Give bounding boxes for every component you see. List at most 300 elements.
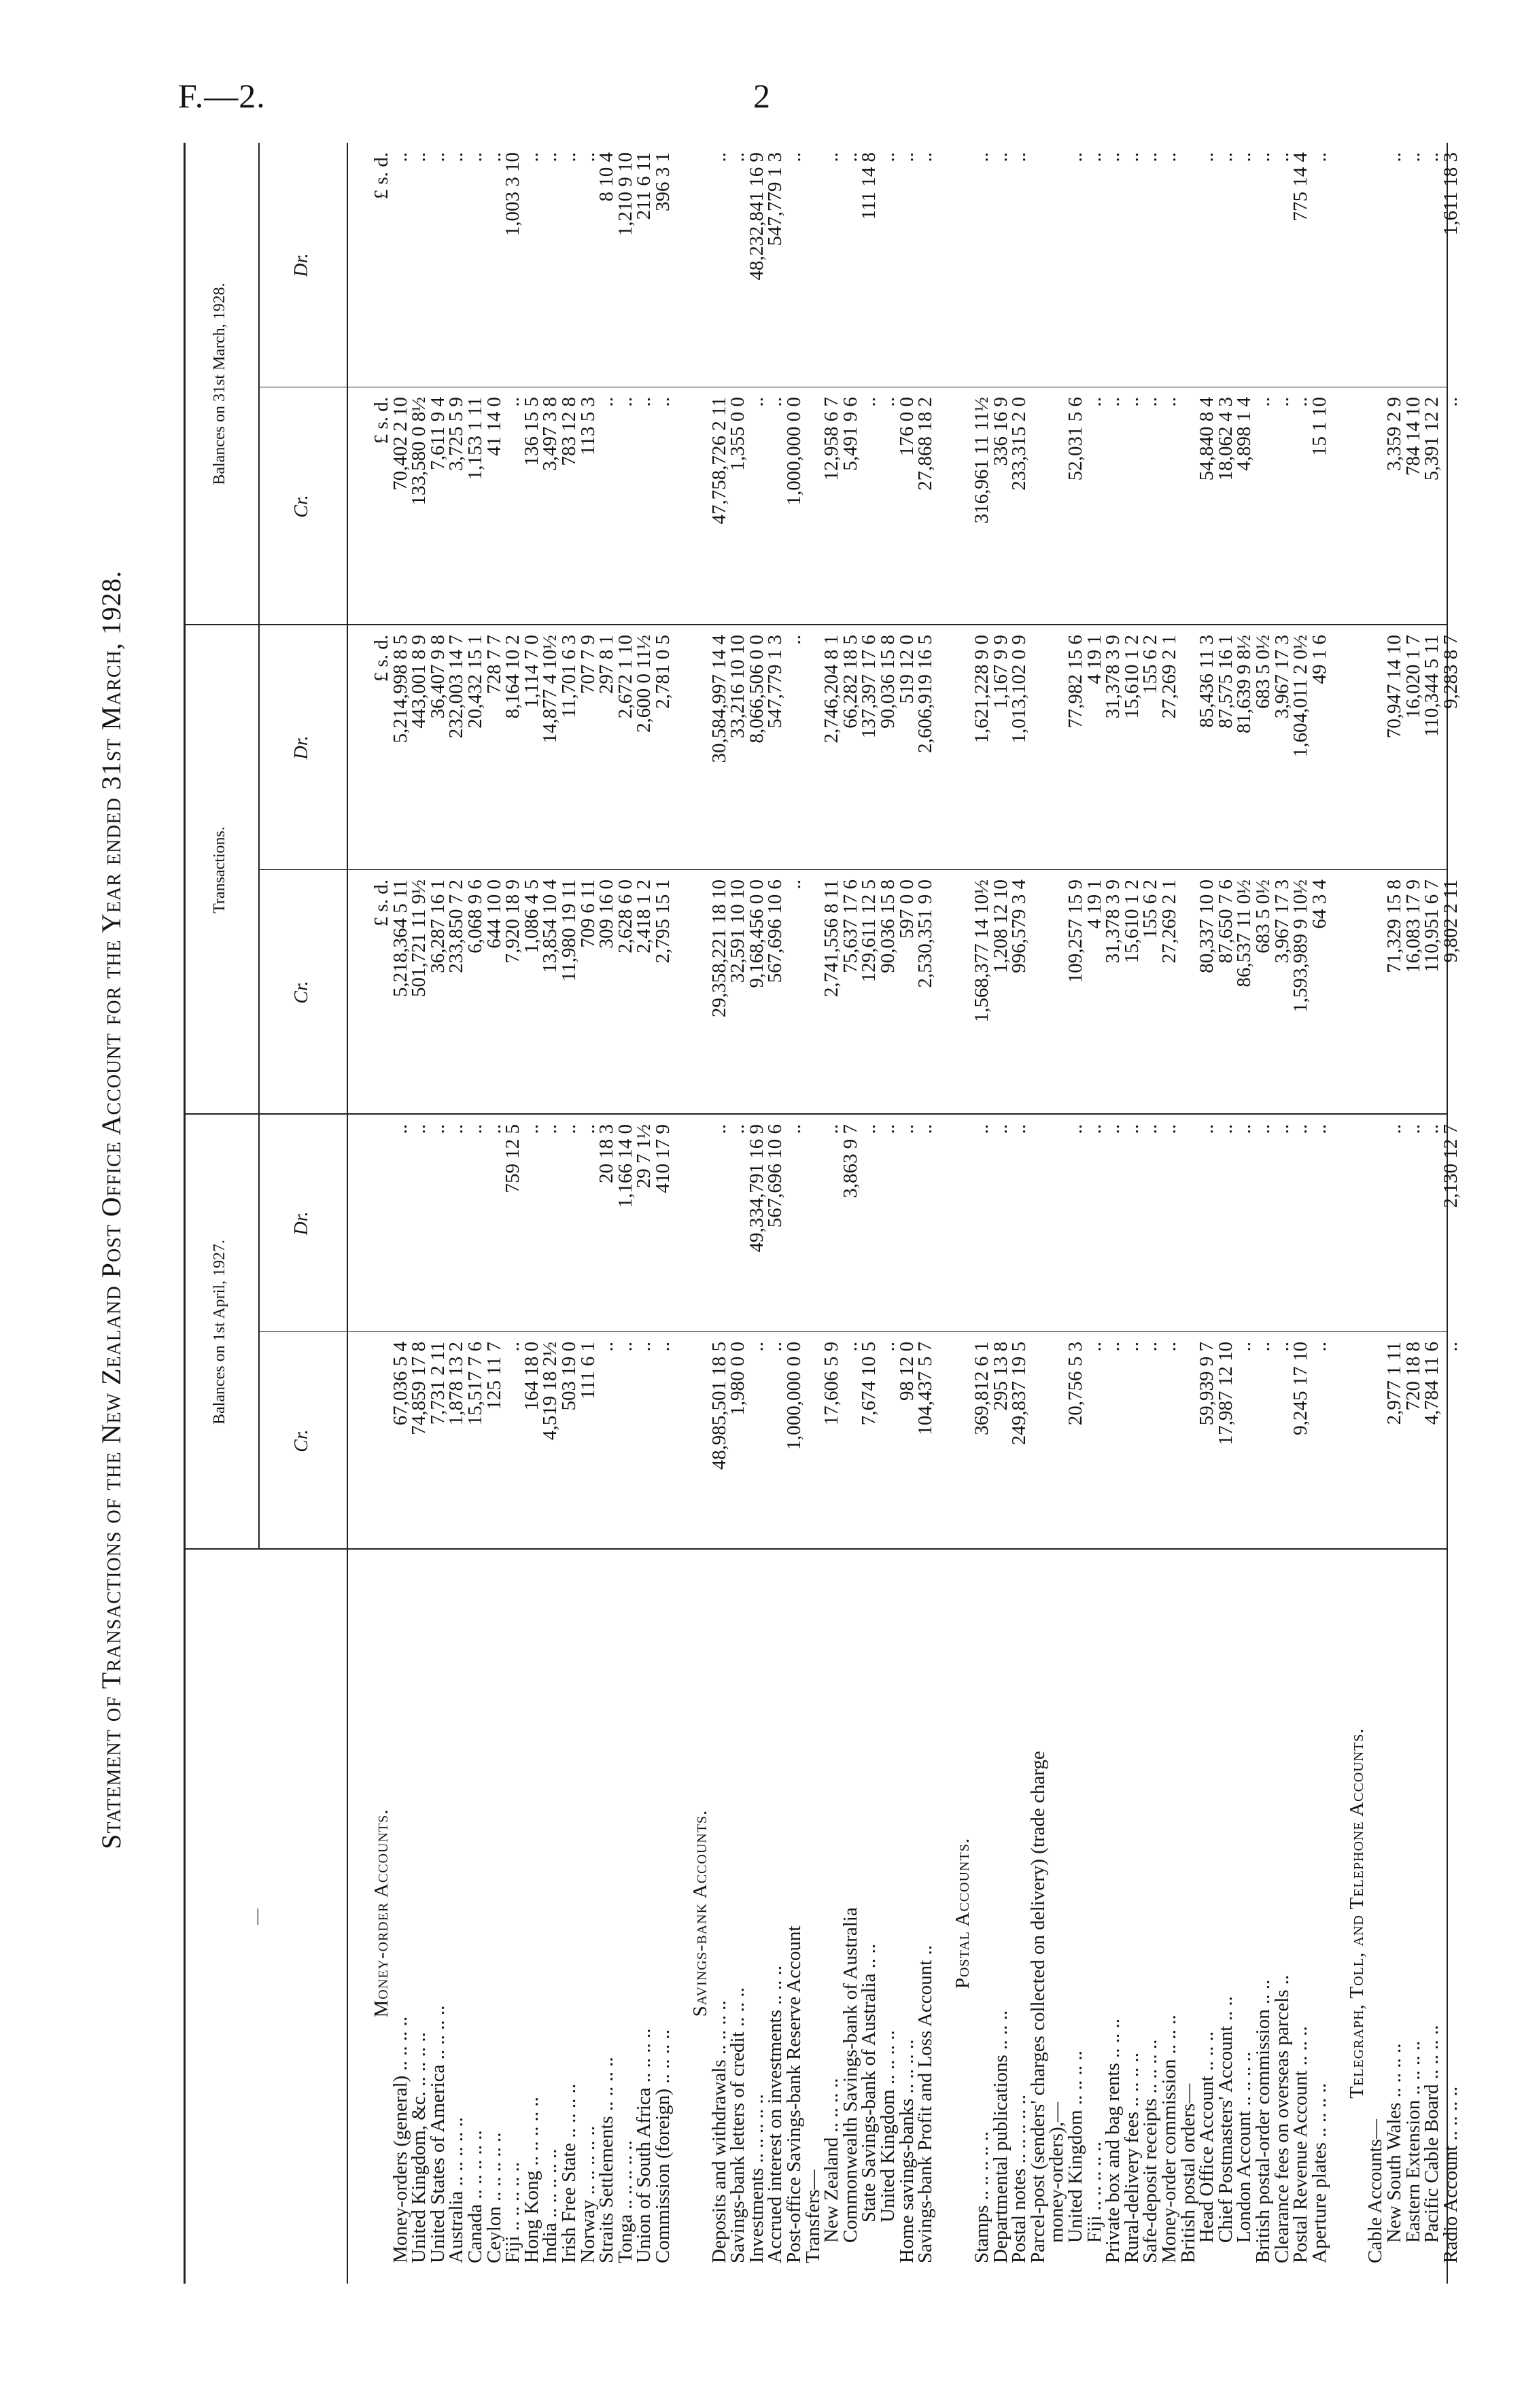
transactions-dr-cell <box>1329 635 1348 863</box>
opening-cr-cell <box>373 1342 392 1543</box>
opening-cr-cell <box>954 1342 973 1543</box>
opening-cr-cell: .. <box>1439 1342 1462 1352</box>
closing-dr-cell: 396 3 1 <box>651 152 674 211</box>
closing-cr-cell: 5,491 9 6 <box>839 397 861 471</box>
account-label: Transfers— <box>801 2169 824 2263</box>
opening-cr-cell: .. <box>614 1342 636 1352</box>
transactions-dr-cell: 9,283 8 7 <box>1439 635 1462 709</box>
closing-dr-cell: .. <box>914 152 937 162</box>
opening-cr-cell: .. <box>764 1342 786 1352</box>
account-label: Clearance fees on overseas parcels .. <box>1270 1974 1293 2263</box>
closing-cr-cell: .. <box>1251 397 1274 407</box>
transactions-cr-cell: 996,579 3 4 <box>1008 879 1031 973</box>
opening-cr-cell <box>1029 1342 1048 1543</box>
closing-cr-cell <box>954 397 973 618</box>
closing-cr-cell: 784 14 10 <box>1402 397 1424 476</box>
transactions-dr-cell: 49 1 6 <box>1308 635 1330 684</box>
opening-cr-cell: 1,000,000 0 0 <box>783 1342 806 1450</box>
section-heading: Telegraph, Toll, and Telephone Accounts. <box>1345 1728 1368 2099</box>
closing-cr-cell: 7,611 9 4 <box>426 397 449 470</box>
closing-dr-cell: 48,232,841 16 9 <box>745 152 767 281</box>
transactions-dr-cell <box>1366 635 1385 863</box>
opening-cr-cell: .. <box>745 1342 767 1352</box>
transactions-dr-cell: 2,746,204 8 1 <box>820 635 843 744</box>
opening-dr-cell: .. <box>1158 1124 1180 1134</box>
closing-cr-cell: 1,355 0 0 <box>727 397 749 471</box>
opening-dr-cell: .. <box>464 1124 486 1134</box>
closing-cr-cell: .. <box>764 397 786 407</box>
account-label: Investments .. .. .. .. .. <box>745 2094 767 2263</box>
opening-dr-cell: .. <box>914 1124 937 1134</box>
closing-cr-cell: .. <box>502 397 524 407</box>
transactions-dr-cell <box>1179 635 1198 863</box>
opening-dr-cell: .. <box>877 1124 899 1134</box>
account-label: Money-orders (general) .. .. .. .. <box>389 2016 411 2263</box>
transactions-dr-cell <box>1029 635 1048 863</box>
closing-dr-cell: .. <box>408 152 430 162</box>
closing-dr-cell: .. <box>1158 152 1180 162</box>
opening-cr-cell: 15,517 7 6 <box>464 1342 486 1426</box>
closing-dr-cell: .. <box>1402 152 1424 162</box>
transactions-cr-cell: 9,802 2 11 <box>1439 879 1462 963</box>
account-label: Postal notes .. .. .. .. .. <box>1008 2094 1031 2263</box>
account-label: Commission (foreign) .. .. .. .. <box>651 2029 674 2263</box>
account-label: Eastern Extension .. .. .. .. <box>1402 2040 1424 2243</box>
opening-dr-cell <box>691 1124 710 1325</box>
closing-dr-cell <box>1048 152 1067 381</box>
transactions-cr-cell: 683 5 0½ <box>1251 879 1274 954</box>
closing-cr-cell: .. <box>595 397 618 407</box>
closing-cr-cell: 27,868 18 2 <box>914 397 937 491</box>
closing-dr-cell: .. <box>464 152 486 162</box>
closing-dr-cell: 775 14 4 <box>1290 152 1312 222</box>
transactions-cr-cell: 87,650 7 6 <box>1214 879 1237 964</box>
closing-dr-cell <box>1029 152 1048 381</box>
transactions-dr-cell: 728 7 7 <box>483 635 505 694</box>
opening-cr-cell: 98 12 0 <box>895 1342 918 1401</box>
opening-dr-cell: .. <box>1251 1124 1274 1134</box>
transactions-cr-cell: £ s. d. <box>370 879 392 927</box>
transactions-cr-column <box>370 879 1462 1108</box>
closing-dr-cell: .. <box>1233 152 1256 162</box>
transactions-dr-cell: 2,672 1 10 <box>614 635 636 719</box>
opening-cr-cell: 17,606 5 9 <box>820 1342 843 1426</box>
account-label: Australia .. .. .. .. .. <box>445 2116 468 2263</box>
transactions-cr-cell: 16,083 17 9 <box>1402 879 1424 973</box>
closing-cr-cell: 3,359 2 9 <box>1383 397 1406 471</box>
account-label: Tonga .. .. .. .. .. <box>614 2140 636 2263</box>
transactions-dr-column <box>370 635 1462 863</box>
transactions-cr-cell <box>954 879 973 1108</box>
transactions-cr-cell: 7,920 18 9 <box>502 879 524 964</box>
transactions-dr-cell: 137,397 17 6 <box>858 635 880 739</box>
account-label: Postal Revenue Account .. .. .. <box>1290 2026 1312 2263</box>
transactions-dr-cell: 1,167 9 9 <box>989 635 1011 709</box>
divider-g1 <box>184 1113 1448 1115</box>
closing-cr-cell: £ s. d. <box>370 397 392 444</box>
closing-dr-cell: .. <box>1383 152 1406 162</box>
account-label: India .. .. .. .. .. <box>539 2148 561 2263</box>
transactions-dr-cell: 2,781 0 5 <box>651 635 674 709</box>
closing-dr-cell: .. <box>1214 152 1237 162</box>
account-label: Irish Free State .. .. .. .. <box>557 2083 580 2263</box>
opening-cr-cell: 9,245 17 10 <box>1290 1342 1312 1435</box>
closing-dr-cell: .. <box>389 152 411 162</box>
transactions-dr-cell: 31,378 3 9 <box>1102 635 1124 719</box>
opening-cr-cell: 720 18 8 <box>1402 1342 1424 1411</box>
transactions-dr-cell: 683 5 0½ <box>1251 635 1274 709</box>
transactions-cr-cell: 3,967 17 3 <box>1270 879 1293 964</box>
transactions-cr-cell: 64 3 4 <box>1308 879 1330 929</box>
account-label: Parcel-post (senders' charges collected on delivery) (trade charge <box>1026 1751 1049 2263</box>
transactions-cr-cell: 1,208 12 10 <box>989 879 1011 973</box>
account-label: Head Office Account .. .. .. <box>1196 2031 1218 2243</box>
transactions-dr-cell: 547,779 1 3 <box>764 635 786 729</box>
closing-dr-cell: .. <box>820 152 843 162</box>
closing-cr-cell: 5,391 12 2 <box>1421 397 1443 481</box>
account-label: Fiji .. .. .. .. .. <box>1083 2141 1105 2243</box>
closing-dr-cell: .. <box>1008 152 1031 162</box>
transactions-dr-cell: 443,001 8 9 <box>408 635 430 729</box>
opening-dr-cell <box>1048 1124 1067 1325</box>
transactions-dr-cell: 3,967 17 3 <box>1270 635 1293 719</box>
opening-dr-cell: 2,130 12 7 <box>1439 1124 1462 1208</box>
opening-dr-cell: .. <box>971 1124 992 1134</box>
transactions-dr-cell: 1,604,011 2 0½ <box>1290 635 1312 758</box>
transactions-dr-cell: 8,164 10 2 <box>502 635 524 719</box>
account-label: Deposits and withdrawals .. .. .. .. <box>708 2000 730 2263</box>
account-label: Hong Kong .. .. .. .. .. <box>520 2097 542 2263</box>
opening-dr-cell: .. <box>820 1124 843 1134</box>
account-label: money-orders),— <box>1045 2102 1068 2243</box>
closing-cr-cell: 4,898 1 4 <box>1233 397 1256 471</box>
account-label: Fiji .. .. .. .. .. <box>502 2161 524 2263</box>
opening-dr-cell <box>1029 1124 1048 1325</box>
section-heading: Savings-bank Accounts. <box>689 1809 712 2017</box>
opening-dr-cell: .. <box>1120 1124 1143 1134</box>
closing-cr-cell: .. <box>614 397 636 407</box>
transactions-cr-cell <box>1366 879 1385 1108</box>
opening-dr-cell: .. <box>408 1124 430 1134</box>
closing-dr-header: Dr. <box>291 253 312 277</box>
opening-dr-cell: .. <box>858 1124 880 1134</box>
opening-dr-cell: .. <box>989 1124 1011 1134</box>
closing-cr-cell: 336 16 9 <box>989 397 1011 466</box>
account-label: New South Wales .. .. .. .. <box>1383 2043 1406 2243</box>
opening-dr-cell: .. <box>557 1124 580 1134</box>
transactions-cr-cell: 71,329 15 8 <box>1383 879 1406 973</box>
divider-g2 <box>184 624 1448 625</box>
opening-dr-cell: .. <box>1064 1124 1086 1134</box>
closing-dr-cell: .. <box>445 152 468 162</box>
statement-title: Statement of Transactions of the New Zealand Post Office Account for the Year ended 31st March, 1928. <box>96 570 126 1849</box>
transactions-dr-cell: 519 12 0 <box>895 635 918 704</box>
transactions-cr-cell: 5,218,364 5 11 <box>389 879 411 997</box>
opening-cr-cell: 104,437 5 7 <box>914 1342 937 1435</box>
opening-dr-cell <box>935 1124 954 1325</box>
transactions-dr-cell: £ s. d. <box>370 635 392 682</box>
group-header-opening: Balances on 1st April, 1927. <box>211 1240 228 1425</box>
opening-cr-cell: .. <box>1233 1342 1256 1352</box>
account-label: Aperture plates .. .. .. .. <box>1308 2083 1330 2263</box>
closing-cr-cell <box>1048 397 1067 618</box>
opening-cr-cell <box>1366 1342 1385 1543</box>
account-label: Rural-delivery fees .. .. .. .. <box>1120 2052 1143 2263</box>
transactions-cr-cell: 36,287 16 1 <box>426 879 449 973</box>
table-frame <box>184 143 1462 2284</box>
transactions-dr-cell: 77,982 15 6 <box>1064 635 1086 729</box>
opening-cr-cell: .. <box>1251 1342 1274 1352</box>
opening-dr-cell: .. <box>895 1124 918 1134</box>
transactions-cr-cell: 501,721 11 9½ <box>408 879 430 997</box>
opening-cr-cell: .. <box>651 1342 674 1352</box>
transactions-cr-cell: .. <box>783 879 806 890</box>
opening-dr-cell: .. <box>520 1124 542 1134</box>
account-label: New Zealand .. .. .. .. <box>820 2078 843 2243</box>
transactions-dr-cell: 70,947 14 10 <box>1383 635 1406 739</box>
transactions-dr-cell <box>804 635 823 863</box>
account-label: Money-order commission .. .. .. <box>1158 2014 1180 2263</box>
transactions-dr-cell: 8,066,506 0 0 <box>745 635 767 744</box>
transactions-dr-cell: 87,575 16 1 <box>1214 635 1237 729</box>
account-label: British postal orders— <box>1177 2083 1199 2263</box>
closing-dr-cell: 1,003 3 10 <box>502 152 524 237</box>
transactions-cr-cell: 27,269 2 1 <box>1158 879 1180 964</box>
closing-dr-cell <box>804 152 823 381</box>
closing-cr-cell: 18,062 4 3 <box>1214 397 1237 481</box>
group-header-closing: Balances on 31st March, 1928. <box>211 283 228 485</box>
account-label-column <box>370 1563 1462 2263</box>
closing-dr-cell <box>1366 152 1385 381</box>
opening-dr-cell: .. <box>1402 1124 1424 1134</box>
transactions-cr-cell <box>1048 879 1067 1108</box>
closing-dr-cell: .. <box>576 152 599 162</box>
closing-dr-cell: .. <box>877 152 899 162</box>
transactions-cr-cell: 2,418 1 2 <box>633 879 655 954</box>
opening-dr-cell: .. <box>1214 1124 1237 1134</box>
closing-cr-cell: .. <box>858 397 880 407</box>
closing-dr-cell: .. <box>1102 152 1124 162</box>
transactions-cr-cell: 31,378 3 9 <box>1102 879 1124 964</box>
transactions-dr-cell: 81,639 9 8½ <box>1233 635 1256 733</box>
account-label: Norway .. .. .. .. .. <box>576 2125 599 2263</box>
opening-dr-cell: .. <box>1139 1124 1162 1134</box>
transactions-dr-cell <box>935 635 954 863</box>
account-label: Departmental publications .. .. .. <box>989 2010 1011 2263</box>
opening-cr-cell: 48,985,501 18 5 <box>708 1342 730 1470</box>
transactions-dr-cell: 1,013,102 0 9 <box>1008 635 1031 744</box>
transactions-cr-cell <box>1348 879 1367 1108</box>
opening-dr-cell: 49,334,791 16 9 <box>745 1124 767 1253</box>
transactions-cr-cell: 709 6 11 <box>576 879 599 948</box>
account-label: Savings-bank Profit and Loss Account .. <box>914 1945 937 2263</box>
account-label: Chief Postmasters' Account .. .. <box>1214 1996 1237 2243</box>
transactions-dr-cell: 66,282 18 5 <box>839 635 861 729</box>
transactions-cr-cell <box>673 879 692 1108</box>
closing-dr-cell: .. <box>1308 152 1330 162</box>
opening-cr-cell: .. <box>1083 1342 1105 1352</box>
closing-dr-cell <box>954 152 973 381</box>
account-label <box>1329 1563 1348 2263</box>
opening-cr-cell: .. <box>633 1342 655 1352</box>
transactions-cr-cell: 644 10 0 <box>483 879 505 949</box>
account-label: Safe-deposit receipts .. .. .. .. <box>1139 2039 1162 2263</box>
page-reference: F.—2. <box>178 77 266 115</box>
opening-dr-cell: .. <box>1308 1124 1330 1134</box>
transactions-cr-cell: 2,795 15 1 <box>651 879 674 964</box>
divider-c2 <box>260 869 1448 870</box>
closing-cr-cell: .. <box>651 397 674 407</box>
divider-c1 <box>260 1331 1448 1332</box>
opening-dr-column <box>373 1124 1460 1325</box>
opening-cr-cell: .. <box>1270 1342 1293 1352</box>
account-label: State Savings-bank of Australia .. .. <box>858 1944 880 2222</box>
closing-cr-cell: .. <box>1102 397 1124 407</box>
transactions-dr-header: Dr. <box>291 735 312 760</box>
closing-dr-cell <box>1348 152 1367 381</box>
opening-dr-cell <box>804 1124 823 1325</box>
closing-dr-cell: .. <box>971 152 992 162</box>
closing-cr-cell: .. <box>745 397 767 407</box>
closing-cr-cell: 133,580 0 8½ <box>408 397 430 506</box>
closing-cr-cell: .. <box>1120 397 1143 407</box>
opening-cr-cell: 7,674 10 5 <box>858 1342 880 1426</box>
divider-labels <box>184 1548 1448 1550</box>
closing-dr-cell: .. <box>727 152 749 162</box>
closing-dr-cell: .. <box>839 152 861 162</box>
closing-dr-cell <box>935 152 954 381</box>
label-column-dash: — <box>248 1908 266 1925</box>
account-label: Ceylon .. .. .. .. .. <box>483 2132 505 2263</box>
closing-dr-cell: .. <box>520 152 542 162</box>
transactions-cr-cell: 1,593,989 9 10½ <box>1290 879 1312 1013</box>
opening-cr-cell <box>804 1342 823 1543</box>
opening-dr-cell <box>673 1124 692 1325</box>
transactions-cr-cell: 567,696 10 6 <box>764 879 786 983</box>
transactions-cr-cell: 15,610 1 2 <box>1120 879 1143 964</box>
opening-dr-cell: .. <box>539 1124 561 1134</box>
closing-dr-cell: .. <box>426 152 449 162</box>
opening-cr-cell: .. <box>595 1342 618 1352</box>
account-label: United States of America .. .. .. .. <box>426 2005 449 2263</box>
closing-cr-cell <box>1348 397 1367 618</box>
closing-cr-cell: 47,758,726 2 11 <box>708 397 730 525</box>
closing-cr-cell <box>1029 397 1048 618</box>
transactions-dr-cell: 14,877 4 10½ <box>539 635 561 744</box>
closing-dr-column <box>370 152 1462 381</box>
opening-dr-cell <box>373 1124 392 1325</box>
closing-dr-cell: .. <box>1083 152 1105 162</box>
closing-cr-cell: 113 5 3 <box>576 397 599 455</box>
transactions-dr-cell: 2,606,919 16 5 <box>914 635 937 753</box>
closing-cr-cell: .. <box>633 397 655 407</box>
closing-cr-cell: .. <box>1290 397 1312 407</box>
opening-cr-cell: 503 19 0 <box>557 1342 580 1411</box>
transactions-dr-cell: 707 7 9 <box>576 635 599 694</box>
opening-cr-cell: 2,977 1 11 <box>1383 1342 1406 1425</box>
account-label: Stamps .. .. .. .. .. <box>971 2131 992 2263</box>
opening-dr-cell: .. <box>1196 1124 1218 1134</box>
transactions-cr-cell: 155 6 2 <box>1139 879 1162 939</box>
opening-cr-column <box>373 1342 1460 1543</box>
closing-dr-cell: 111 14 8 <box>858 152 880 220</box>
closing-dr-cell <box>1329 152 1348 381</box>
closing-cr-cell: 70,402 2 10 <box>389 397 411 491</box>
closing-dr-cell: 211 6 11 <box>633 152 655 220</box>
opening-dr-cell: .. <box>1270 1124 1293 1134</box>
account-label <box>935 1563 954 2263</box>
closing-cr-cell: 233,315 2 0 <box>1008 397 1031 491</box>
closing-cr-header: Cr. <box>291 495 312 518</box>
account-label: Straits Settlements .. .. .. .. <box>595 2057 618 2263</box>
transactions-dr-cell: 110,344 5 11 <box>1421 635 1443 737</box>
closing-cr-column <box>370 397 1462 618</box>
transactions-dr-cell <box>1348 635 1367 863</box>
opening-cr-cell: 369,812 6 1 <box>971 1342 992 1435</box>
opening-cr-cell: 4,519 18 2½ <box>539 1342 561 1440</box>
transactions-dr-cell: 27,269 2 1 <box>1158 635 1180 719</box>
closing-cr-cell <box>1179 397 1198 618</box>
transactions-dr-cell: 85,436 11 3 <box>1196 635 1218 728</box>
transactions-dr-cell: 2,600 0 11½ <box>633 635 655 733</box>
account-label <box>673 1563 692 2263</box>
group-header-transactions: Transactions. <box>211 826 228 913</box>
transactions-dr-cell: 4 19 1 <box>1083 635 1105 684</box>
opening-cr-cell: 74,859 17 8 <box>408 1342 430 1435</box>
closing-dr-cell: .. <box>483 152 505 162</box>
transactions-cr-cell: 2,628 6 0 <box>614 879 636 954</box>
closing-dr-cell <box>691 152 710 381</box>
closing-dr-cell: £ s. d. <box>370 152 392 200</box>
opening-dr-cell: .. <box>389 1124 411 1134</box>
transactions-cr-cell: 1,568,377 14 10½ <box>971 879 992 1023</box>
closing-dr-cell: .. <box>557 152 580 162</box>
closing-cr-cell <box>804 397 823 618</box>
closing-cr-cell: 783 12 8 <box>557 397 580 466</box>
closing-cr-cell: 41 14 0 <box>483 397 505 456</box>
closing-dr-cell: 547,779 1 3 <box>764 152 786 246</box>
transactions-cr-cell: 4 19 1 <box>1083 879 1105 929</box>
transactions-dr-cell <box>954 635 973 863</box>
opening-cr-cell: 111 6 1 <box>576 1342 599 1399</box>
account-label: London Account .. .. .. .. <box>1233 2051 1256 2243</box>
account-label: Pacific Cable Board .. .. .. .. <box>1421 2025 1443 2243</box>
opening-cr-cell: 295 13 8 <box>989 1342 1011 1411</box>
opening-cr-cell <box>691 1342 710 1543</box>
closing-cr-cell: .. <box>1158 397 1180 407</box>
closing-dr-cell: .. <box>1251 152 1274 162</box>
opening-dr-header: Dr. <box>291 1211 312 1236</box>
account-label: Private box and bag rents .. .. .. <box>1102 2018 1124 2263</box>
closing-cr-cell: 176 0 0 <box>895 397 918 456</box>
account-label: Accrued interest on investments .. .. .. <box>764 1965 786 2263</box>
opening-cr-cell: .. <box>839 1342 861 1352</box>
opening-dr-cell: .. <box>445 1124 468 1134</box>
opening-cr-cell: 249,837 19 5 <box>1008 1342 1031 1446</box>
transactions-dr-cell: 30,584,997 14 4 <box>708 635 730 763</box>
opening-dr-cell <box>1329 1124 1348 1325</box>
opening-cr-cell: 67,036 5 4 <box>389 1342 411 1426</box>
account-label: Union of South Africa .. .. .. .. <box>633 2028 655 2263</box>
transactions-dr-cell <box>673 635 692 863</box>
transactions-cr-cell: 11,980 19 11 <box>557 879 580 982</box>
closing-dr-cell: 8 10 4 <box>595 152 618 202</box>
transactions-dr-cell: 33,216 10 10 <box>727 635 749 739</box>
transactions-cr-cell: 80,337 10 0 <box>1196 879 1218 973</box>
closing-dr-cell: .. <box>989 152 1011 162</box>
closing-dr-cell: .. <box>539 152 561 162</box>
header-rule <box>347 143 348 2284</box>
